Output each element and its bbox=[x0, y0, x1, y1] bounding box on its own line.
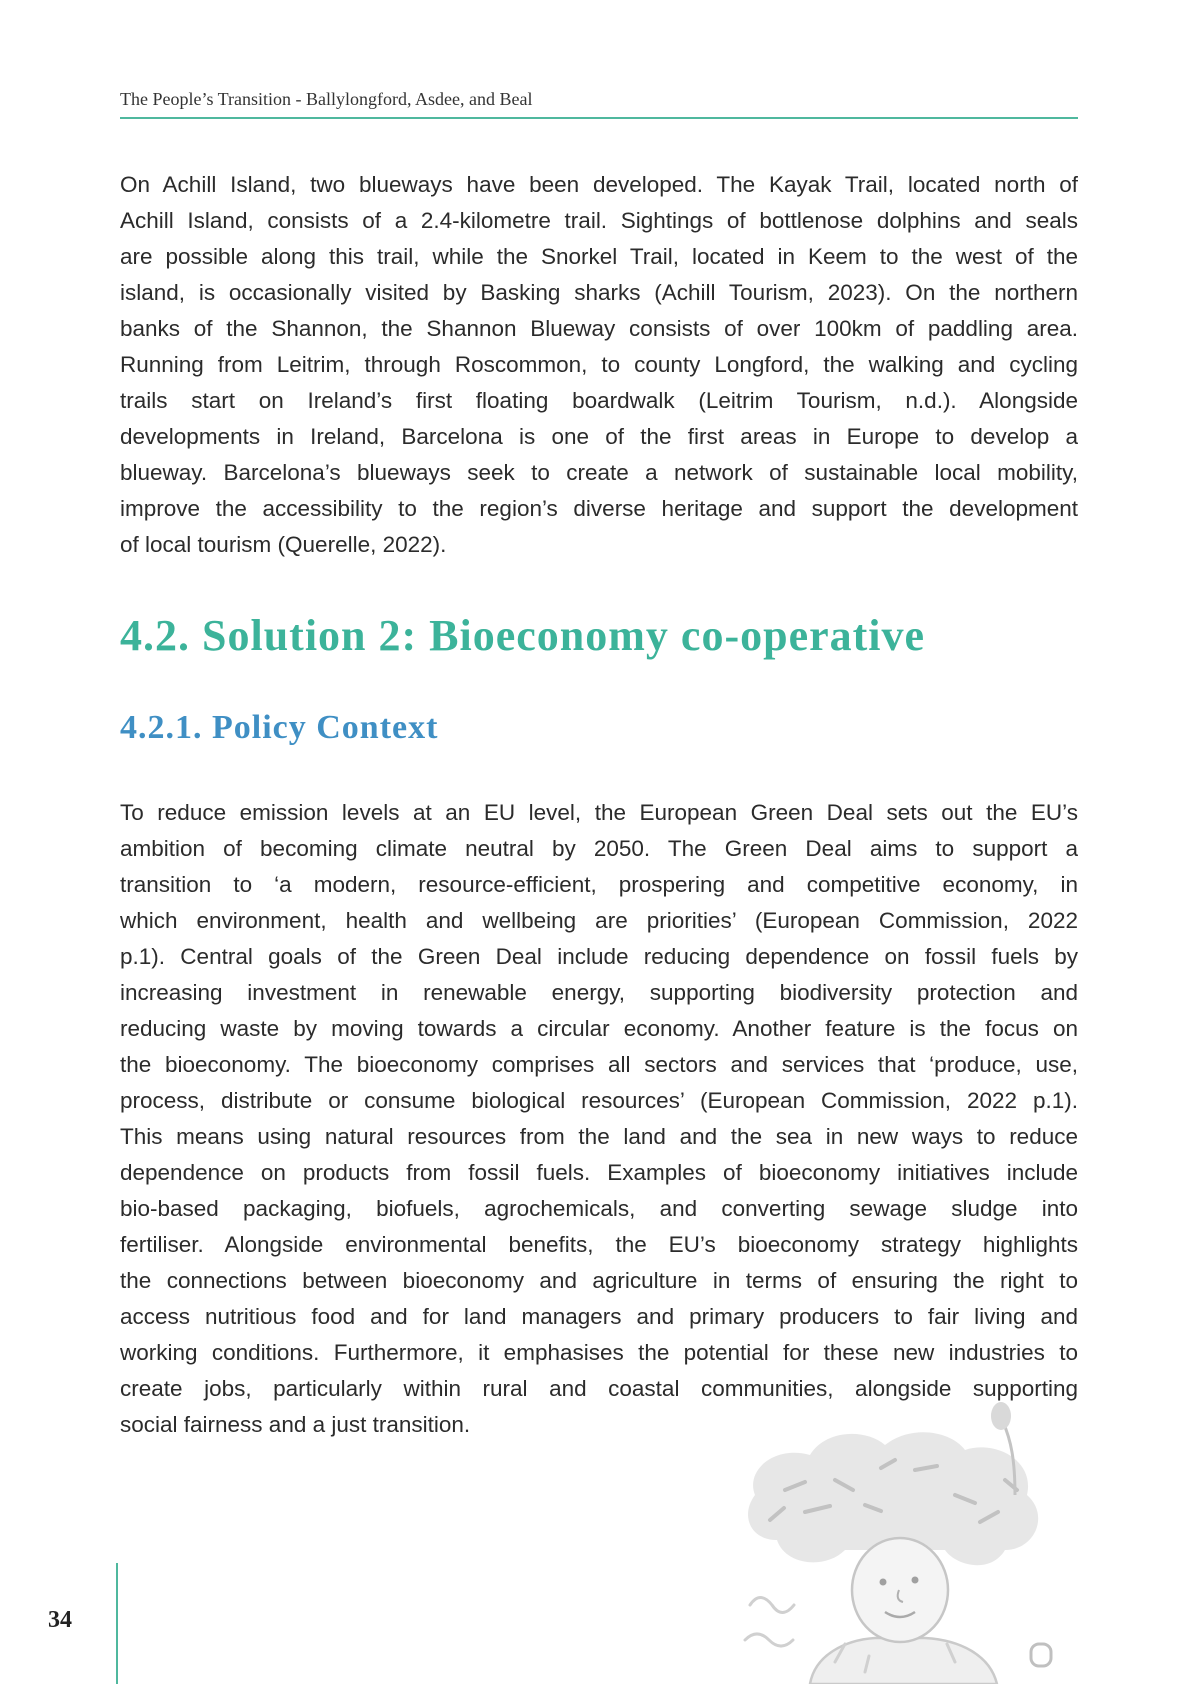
paragraph-line: fertiliser. Alongside environmental benefits, the EU’s bioeconomy strategy highlights bbox=[120, 1232, 1078, 1257]
sketch-body bbox=[810, 1638, 997, 1684]
paragraph-line: the bioeconomy. The bioeconomy comprises all sectors and services that ‘produce, use, bbox=[120, 1052, 1078, 1077]
paragraph-line: banks of the Shannon, the Shannon Blueway consists of over 100km of paddling area. bbox=[120, 316, 1078, 341]
page-number: 34 bbox=[48, 1607, 72, 1633]
sketch-left-eye bbox=[880, 1579, 887, 1586]
paragraph-line: increasing investment in renewable energy, supporting biodiversity protection and bbox=[120, 980, 1078, 1005]
section-heading: 4.2. Solution 2: Bioeconomy co-operative bbox=[120, 611, 926, 660]
footer-divider bbox=[116, 1563, 118, 1684]
paragraph-line: p.1). Central goals of the Green Deal include reducing dependence on fossil fuels by bbox=[120, 944, 1078, 969]
running-header-title: The People’s Transition - Ballylongford, Asdee, and Beal bbox=[120, 89, 533, 109]
paragraph-line: reducing waste by moving towards a circular economy. Another feature is the focus on bbox=[120, 1016, 1078, 1041]
paragraph-line: On Achill Island, two blueways have been developed. The Kayak Trail, located north of bbox=[120, 172, 1078, 197]
paragraph-line: improve the accessibility to the region’s diverse heritage and support the development bbox=[120, 496, 1078, 521]
paragraph-line: create jobs, particularly within rural and coastal communities, alongside supporting bbox=[120, 1376, 1078, 1401]
paragraph-policy-context bbox=[120, 795, 1078, 1443]
sketch-small-shape bbox=[1031, 1644, 1051, 1666]
plant-leaf bbox=[991, 1402, 1011, 1430]
paragraph-line: are possible along this trail, while the Snorkel Trail, located in Keem to the west of the bbox=[120, 244, 1078, 269]
paragraph-line: process, distribute or consume biological resources’ (European Commission, 2022 p.1). bbox=[120, 1088, 1078, 1113]
paragraph-line: the connections between bioeconomy and agriculture in terms of ensuring the right to bbox=[120, 1268, 1078, 1293]
header-divider bbox=[120, 117, 1078, 119]
paragraph-line: of local tourism (Querelle, 2022). bbox=[120, 532, 447, 557]
sketch-face bbox=[852, 1538, 948, 1642]
paragraph-line: To reduce emission levels at an EU level, the European Green Deal sets out the EU’s bbox=[120, 800, 1078, 825]
paragraph-line: trails start on Ireland’s first floating boardwalk (Leitrim Tourism, n.d.). Alongside bbox=[120, 388, 1078, 413]
paragraph-line: bio-based packaging, biofuels, agrochemicals, and converting sewage sludge into bbox=[120, 1196, 1078, 1221]
paragraph-line: Achill Island, consists of a 2.4-kilometre trail. Sightings of bottlenose dolphins and seals bbox=[120, 208, 1078, 233]
sub-heading: 4.2.1. Policy Context bbox=[120, 709, 439, 746]
paragraph-line: access nutritious food and for land managers and primary producers to fair living and bbox=[120, 1304, 1078, 1329]
paragraph-line: dependence on products from fossil fuels. Examples of bioeconomy initiatives include bbox=[120, 1160, 1078, 1185]
paragraph-line: This means using natural resources from the land and the sea in new ways to reduce bbox=[120, 1124, 1078, 1149]
paragraph-line: island, is occasionally visited by Basking sharks (Achill Tourism, 2023). On the northern bbox=[120, 280, 1078, 305]
paragraph-line: social fairness and a just transition. bbox=[120, 1412, 471, 1437]
paragraph-line: developments in Ireland, Barcelona is one of the first areas in Europe to develop a bbox=[120, 424, 1078, 449]
paragraph-line: which environment, health and wellbeing are priorities’ (European Commission, 2022 bbox=[120, 908, 1078, 933]
paragraph-blueways bbox=[120, 167, 1078, 563]
paragraph-line: Running from Leitrim, through Roscommon, to county Longford, the walking and cycling bbox=[120, 352, 1078, 377]
paragraph-line: working conditions. Furthermore, it emphasises the potential for these new industries to bbox=[120, 1340, 1078, 1365]
paragraph-line: blueway. Barcelona’s blueways seek to create a network of sustainable local mobility, bbox=[120, 460, 1078, 485]
paragraph-line: transition to ‘a modern, resource-efficient, prospering and competitive economy, in bbox=[120, 872, 1078, 897]
sketch-right-eye bbox=[912, 1577, 919, 1584]
child-sketch-illustration-icon bbox=[715, 1400, 1075, 1684]
paragraph-line: ambition of becoming climate neutral by 2050. The Green Deal aims to support a bbox=[120, 836, 1078, 861]
